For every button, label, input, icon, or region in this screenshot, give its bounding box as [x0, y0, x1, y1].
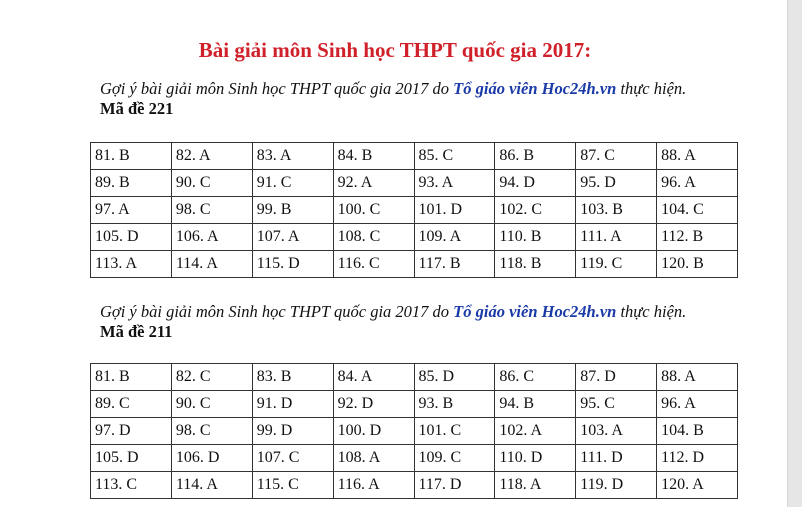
- answer-cell: 104. C: [657, 197, 738, 224]
- answer-cell: 112. B: [657, 224, 738, 251]
- answer-cell: 98. C: [171, 418, 252, 445]
- intro-paragraph-211: [100, 302, 700, 342]
- window-edge: [787, 0, 802, 507]
- answer-cell: 115. C: [252, 472, 333, 499]
- answer-cell: 88. A: [657, 143, 738, 170]
- answer-cell: 86. B: [495, 143, 576, 170]
- answer-cell: 97. D: [91, 418, 172, 445]
- answer-cell: 91. C: [252, 170, 333, 197]
- answer-cell: 111. A: [576, 224, 657, 251]
- answer-cell: 97. A: [91, 197, 172, 224]
- answer-cell: 95. C: [576, 391, 657, 418]
- answer-cell: 102. C: [495, 197, 576, 224]
- answer-cell: 106. A: [171, 224, 252, 251]
- answer-cell: 82. C: [171, 364, 252, 391]
- answer-cell: 100. D: [333, 418, 414, 445]
- answer-cell: 96. A: [657, 391, 738, 418]
- answer-cell: 108. A: [333, 445, 414, 472]
- answer-cell: 118. A: [495, 472, 576, 499]
- answer-cell: 106. D: [171, 445, 252, 472]
- answer-cell: 113. A: [91, 251, 172, 278]
- answer-cell: 114. A: [171, 472, 252, 499]
- intro-text: Gợi ý bài giải môn Sinh học THPT quốc gia 2017 do: [100, 302, 454, 321]
- intro-text: Gợi ý bài giải môn Sinh học THPT quốc gia 2017 do: [100, 79, 454, 98]
- answer-cell: 110. B: [495, 224, 576, 251]
- answer-cell: 88. A: [657, 364, 738, 391]
- answer-cell: 94. D: [495, 170, 576, 197]
- table-row: [91, 445, 738, 472]
- answer-cell: 109. C: [414, 445, 495, 472]
- answer-cell: 81. B: [91, 143, 172, 170]
- answer-cell: 101. C: [414, 418, 495, 445]
- answer-cell: 108. C: [333, 224, 414, 251]
- answer-cell: 92. D: [333, 391, 414, 418]
- answer-cell: 117. B: [414, 251, 495, 278]
- answer-cell: 105. D: [91, 445, 172, 472]
- intro-suffix: thực hiện.: [616, 302, 687, 321]
- table-row: [91, 143, 738, 170]
- answer-cell: 101. D: [414, 197, 495, 224]
- answer-cell: 113. C: [91, 472, 172, 499]
- answer-cell: 89. B: [91, 170, 172, 197]
- answer-cell: 82. A: [171, 143, 252, 170]
- answer-cell: 89. C: [91, 391, 172, 418]
- answer-cell: 83. B: [252, 364, 333, 391]
- author-name: Tổ giáo viên Hoc24h.vn: [453, 79, 617, 98]
- answer-cell: 117. D: [414, 472, 495, 499]
- exam-code-221: Mã đề 221: [100, 99, 174, 118]
- answer-cell: 112. D: [657, 445, 738, 472]
- answer-cell: 119. D: [576, 472, 657, 499]
- answer-cell: 87. D: [576, 364, 657, 391]
- answer-cell: 87. C: [576, 143, 657, 170]
- answer-cell: 91. D: [252, 391, 333, 418]
- page-title: Bài giải môn Sinh học THPT quốc gia 2017:: [198, 38, 592, 62]
- answer-cell: 85. C: [414, 143, 495, 170]
- answer-cell: 105. D: [91, 224, 172, 251]
- table-row: [91, 472, 738, 499]
- answer-cell: 102. A: [495, 418, 576, 445]
- intro-suffix: thực hiện.: [616, 79, 687, 98]
- answer-cell: 90. C: [171, 391, 252, 418]
- answer-cell: 103. B: [576, 197, 657, 224]
- answer-cell: 119. C: [576, 251, 657, 278]
- table-row: [91, 170, 738, 197]
- answer-cell: 104. B: [657, 418, 738, 445]
- answer-cell: 110. D: [495, 445, 576, 472]
- answer-cell: 115. D: [252, 251, 333, 278]
- exam-code-211: Mã đề 211: [100, 322, 173, 341]
- table-row: [91, 251, 738, 278]
- table-row: [91, 364, 738, 391]
- author-name: Tổ giáo viên Hoc24h.vn: [453, 302, 617, 321]
- answer-cell: 111. D: [576, 445, 657, 472]
- answer-cell: 93. B: [414, 391, 495, 418]
- answer-cell: 92. A: [333, 170, 414, 197]
- answer-table-221: [90, 142, 738, 278]
- answer-cell: 120. B: [657, 251, 738, 278]
- answer-table-211: [90, 363, 738, 499]
- answer-cell: 93. A: [414, 170, 495, 197]
- table-row: [91, 418, 738, 445]
- answer-cell: 98. C: [171, 197, 252, 224]
- answer-cell: 83. A: [252, 143, 333, 170]
- answer-cell: 84. B: [333, 143, 414, 170]
- answer-cell: 95. D: [576, 170, 657, 197]
- answer-cell: 103. A: [576, 418, 657, 445]
- answer-cell: 90. C: [171, 170, 252, 197]
- table-row: [91, 224, 738, 251]
- answer-cell: 99. B: [252, 197, 333, 224]
- answer-cell: 85. D: [414, 364, 495, 391]
- answer-cell: 86. C: [495, 364, 576, 391]
- answer-cell: 100. C: [333, 197, 414, 224]
- answer-cell: 99. D: [252, 418, 333, 445]
- intro-paragraph-221: [100, 79, 700, 119]
- answer-cell: 81. B: [91, 364, 172, 391]
- answer-cell: 107. A: [252, 224, 333, 251]
- answer-cell: 114. A: [171, 251, 252, 278]
- answer-cell: 96. A: [657, 170, 738, 197]
- answer-cell: 94. B: [495, 391, 576, 418]
- table-row: [91, 391, 738, 418]
- answer-cell: 109. A: [414, 224, 495, 251]
- answer-cell: 84. A: [333, 364, 414, 391]
- table-row: [91, 197, 738, 224]
- answer-cell: 116. C: [333, 251, 414, 278]
- answer-cell: 118. B: [495, 251, 576, 278]
- answer-cell: 107. C: [252, 445, 333, 472]
- answer-cell: 116. A: [333, 472, 414, 499]
- answer-cell: 120. A: [657, 472, 738, 499]
